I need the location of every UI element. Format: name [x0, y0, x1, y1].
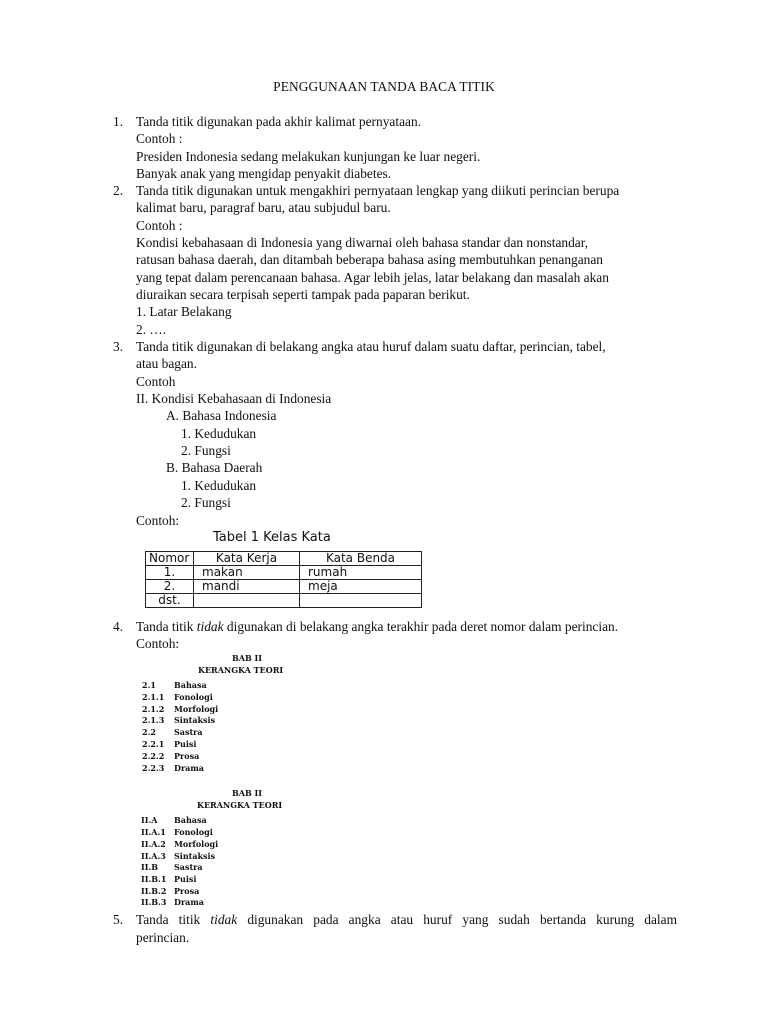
item-text: Banyak anak yang mengidap penyakit diabetes.	[136, 166, 392, 181]
item-text: Tanda titik digunakan pada akhir kalimat pernyataan.	[136, 114, 421, 129]
table-cell	[194, 594, 300, 608]
outline-label: Bahasa	[174, 815, 207, 825]
table-caption: Tabel 1 Kelas Kata	[213, 530, 331, 545]
outline-label: Puisi	[174, 739, 197, 749]
outline-label: Prosa	[174, 886, 200, 896]
outline-number: II.B.1	[141, 874, 167, 884]
item-text: Contoh:	[136, 636, 180, 651]
item-text: 1. Latar Belakang	[136, 304, 232, 319]
table-cell: meja	[300, 580, 422, 594]
item-text: Presiden Indonesia sedang melakukan kunjungan ke luar negeri.	[136, 149, 481, 164]
outline-label: Drama	[174, 763, 204, 773]
emphasis-text: tidak	[210, 912, 238, 927]
outline-number: II.A.2	[141, 839, 166, 849]
outline-label: Sastra	[174, 862, 203, 872]
item-text: perincian.	[136, 930, 190, 945]
outline-label: Fonologi	[174, 827, 213, 837]
item-text: 2. ….	[136, 322, 167, 337]
table-header-row	[146, 552, 422, 566]
item-text: ratusan bahasa daerah, dan ditambah beberapa bahasa asing membutuhkan penanganan	[136, 252, 603, 267]
item-text: 2. Fungsi	[181, 495, 231, 510]
outline-number: 2.1.2	[142, 704, 165, 714]
outline-number: 2.1.1	[142, 692, 165, 702]
item-text: Contoh	[136, 374, 176, 389]
item-text: 2. Fungsi	[181, 443, 231, 458]
outline-number: II.B.3	[141, 897, 167, 907]
table-header-cell: Kata Benda	[300, 552, 422, 566]
word-class-table	[145, 551, 422, 608]
outline-number: 2.2.2	[142, 751, 165, 761]
outline-number: II.A.3	[141, 851, 166, 861]
outline-number: 2.1	[142, 680, 156, 690]
outline-label: Sastra	[174, 727, 203, 737]
table-cell: 1.	[146, 566, 194, 580]
item-text	[136, 911, 677, 928]
table-cell	[300, 594, 422, 608]
page-title: PENGGUNAAN TANDA BACA TITIK	[273, 79, 495, 94]
outline-bab: BAB II	[232, 788, 262, 798]
item-text: Contoh :	[136, 131, 183, 146]
outline-number: II.A	[141, 815, 158, 825]
item-text: yang tepat dalam perencanaan bahasa. Agar lebih jelas, latar belakang dan masalah akan	[136, 270, 609, 285]
item-text: Kondisi kebahasaan di Indonesia yang diwarnai oleh bahasa standar dan nonstandar,	[136, 235, 588, 250]
outline-label: Sintaksis	[174, 851, 216, 861]
table-row	[146, 566, 422, 580]
item-number: 4.	[113, 619, 124, 634]
outline-label: Puisi	[174, 874, 197, 884]
outline-number: II.B	[141, 862, 159, 872]
table-header-cell: Nomor	[146, 552, 194, 566]
item-text: 1. Kedudukan	[181, 478, 257, 493]
table-row	[146, 580, 422, 594]
table-cell: dst.	[146, 594, 194, 608]
emphasis-text: tidak	[196, 619, 224, 634]
item-number: 1.	[113, 114, 124, 129]
item-text: II. Kondisi Kebahasaan di Indonesia	[136, 391, 332, 406]
outline-label: Drama	[174, 897, 204, 907]
outline-bab: BAB II	[232, 653, 262, 663]
table-row	[146, 594, 422, 608]
item-text	[136, 618, 618, 635]
outline-number: 2.2.1	[142, 739, 165, 749]
outline-label: Morfologi	[174, 704, 219, 714]
table-cell: 2.	[146, 580, 194, 594]
table-cell: rumah	[300, 566, 422, 580]
item-text-part: digunakan di belakang angka terakhir pada deret nomor dalam perincian.	[223, 619, 619, 634]
table-header-cell: Kata Kerja	[194, 552, 300, 566]
table-cell: makan	[194, 566, 300, 580]
item-text: Tanda titik digunakan untuk mengakhiri pernyataan lengkap yang diikuti perincian berupa	[136, 183, 620, 198]
item-text-part: Tanda titik	[136, 619, 197, 634]
item-number: 3.	[113, 339, 124, 354]
item-text: B. Bahasa Daerah	[166, 460, 263, 475]
outline-heading: KERANGKA TEORI	[198, 665, 284, 675]
outline-number: 2.1.3	[142, 715, 165, 725]
outline-heading: KERANGKA TEORI	[197, 800, 283, 810]
item-text: atau bagan.	[136, 356, 197, 371]
outline-label: Sintaksis	[174, 715, 216, 725]
item-text-part: digunakan pada angka atau huruf yang sudah bertanda kurung dalam	[237, 912, 677, 927]
item-text: kalimat baru, paragraf baru, atau subjudul baru.	[136, 200, 391, 215]
outline-number: II.B.2	[141, 886, 167, 896]
outline-number: 2.2	[142, 727, 156, 737]
outline-label: Bahasa	[174, 680, 207, 690]
item-text: diuraikan secara terpisah seperti tampak pada paparan berikut.	[136, 287, 470, 302]
item-number: 5.	[113, 912, 124, 927]
outline-label: Fonologi	[174, 692, 213, 702]
outline-label: Prosa	[174, 751, 200, 761]
table-cell: mandi	[194, 580, 300, 594]
item-number: 2.	[113, 183, 124, 198]
item-text: A. Bahasa Indonesia	[166, 408, 277, 423]
outline-number: II.A.1	[141, 827, 166, 837]
item-text: 1. Kedudukan	[181, 426, 257, 441]
item-text: Contoh :	[136, 218, 183, 233]
outline-label: Morfologi	[174, 839, 219, 849]
item-text: Tanda titik digunakan di belakang angka atau huruf dalam suatu daftar, perincian, tabel,	[136, 339, 606, 354]
item-text-part: Tanda titik	[136, 912, 211, 927]
item-text: Contoh:	[136, 513, 180, 528]
outline-number: 2.2.3	[142, 763, 165, 773]
